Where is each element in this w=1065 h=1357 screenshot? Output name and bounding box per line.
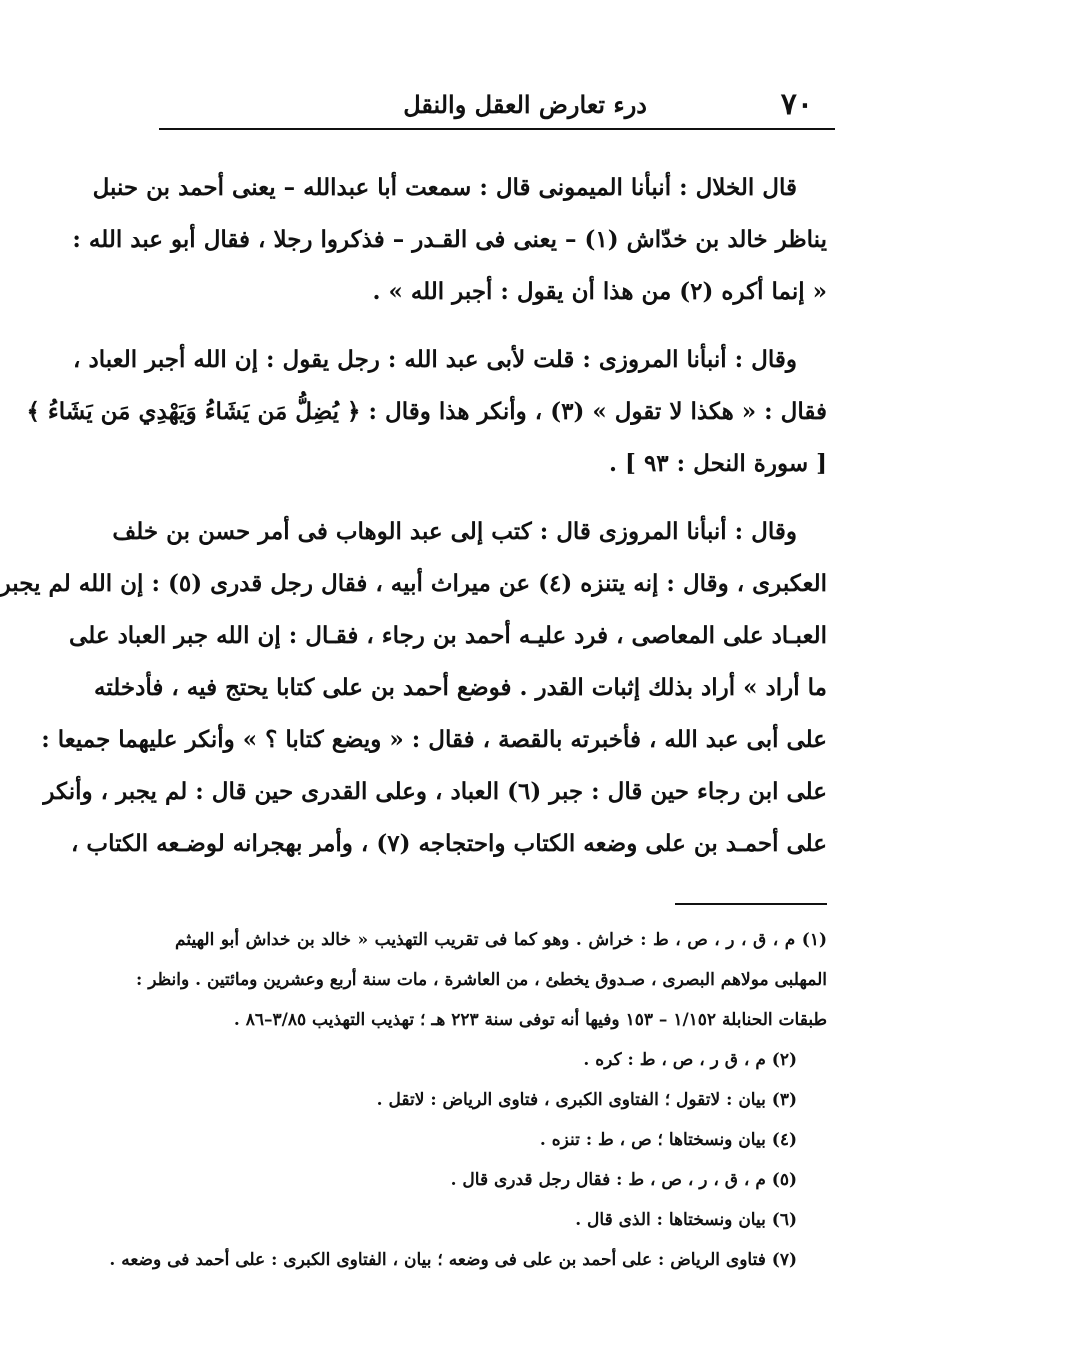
footnote-line: المهلبى مولاهم البصرى ، صـدوق يخطئ ، من العاشرة ، مات سنة أربع وعشرين ومائتين . وانظر : [136, 970, 827, 990]
footnote-line: طبقات الحنابلة ١/١٥٢ – ١٥٣ وفيها أنه توفى سنة ٢٢٣ هـ ؛ تهذيب التهذيب ٣/٨٥–٨٦ . [233, 1010, 827, 1030]
text-line: « إنما أكره (٢) من هذا أن يقول : أجبر الله » . [372, 278, 827, 305]
text-line: يناظر خالد بن خدّاش (١) – يعنى فى القـدر – فذكروا رجلا ، فقال أبو عبد الله : [72, 226, 827, 253]
footnotes [109, 920, 827, 1280]
footnote-line: (٣) بيان : لاتقول ؛ الفتاوى الكبرى ، فتاوى الرياض : لاتقل . [376, 1090, 797, 1110]
paragraph-1 [72, 162, 827, 318]
text-line: وقال : أنبأنا المروزى قال : كتب إلى عبد الوهاب فى أمر حسن بن خلف [112, 518, 797, 545]
text-line: [ سورة النحل : ٩٣ ] . [609, 450, 827, 477]
text-line: العكبرى ، وقال : إنه يتنزه (٤) عن ميراث أبيه ، فقال رجل قدرى (٥) : إن الله لم يجبر [0, 570, 827, 597]
running-title: درء تعارض العقل والنقل [403, 90, 647, 119]
text-line: على أبى عبد الله ، فأخبرته بالقصة ، فقال : « ويضع كتابا ؟ » وأنكر عليهما جميعا : [41, 726, 827, 753]
text-line: وقال : أنبأنا المروزى : قلت لأبى عبد الله : رجل يقول : إن الله أجبر العباد ، [73, 346, 797, 373]
footnote-line: (٤) بيان ونسختاها ؛ ص ، ط : تنزه . [539, 1130, 797, 1150]
footnote-line: (١) م ، ق ، ر ، ص ، ط : خراش . وهو كما فى تقريب التهذيب « خالد بن خداش أبو الهيثم [175, 930, 827, 950]
text-line: قال الخلال : أنبأنا الميمونى قال : سمعت أبا عبدالله – يعنى أحمد بن حنبل [92, 174, 797, 201]
main-text [0, 162, 827, 886]
text-line: فقال : « هكذا لا تقول » (٣) ، وأنكر هذا وقال : ﴿ يُضِلُّ مَن يَشَاءُ وَيَهْدِي مَن يَشَاءُ ﴾ [26, 398, 827, 425]
footnote-separator [675, 903, 827, 905]
paragraph-2 [26, 334, 827, 490]
footnote-line: (٧) فتاوى الرياض : على أحمد بن على فى وضعه ؛ بيان ، الفتاوى الكبرى : على أحمد فى وضعه . [109, 1250, 797, 1270]
text-line: على أحمـد بن على وضعه الكتاب واحتجاجه (٧) ، وأمر بهجرانه لوضـعه الكتاب ، [71, 830, 827, 857]
text-line: ما أراد » أراد بذلك إثبات القدر . فوضع أحمد بن على كتابا يحتج فيه ، فأدخلته [94, 674, 827, 701]
paragraph-3 [0, 506, 827, 870]
footnote-line: (٥) م ، ق ، ر ، ص ، ط : فقال رجل قدرى قال . [450, 1170, 797, 1190]
footnote-line: (٢) م ، ق ر ، ص ، ط : كره . [583, 1050, 797, 1070]
header-rule [159, 128, 835, 130]
text-line: العبـاد على المعاصى ، فرد عليـه أحمد بن رجاء ، فقـال : إن الله جبر العباد على [69, 622, 827, 649]
page-number: ٧٠ [780, 87, 813, 122]
text-line: على ابن رجاء حين قال : جبر (٦) العباد ، وعلى القدرى حين قال : لم يجبر ، وأنكر [43, 778, 827, 805]
page-header [179, 80, 837, 128]
footnote-line: (٦) بيان ونسختاها : الذى قال . [575, 1210, 797, 1230]
